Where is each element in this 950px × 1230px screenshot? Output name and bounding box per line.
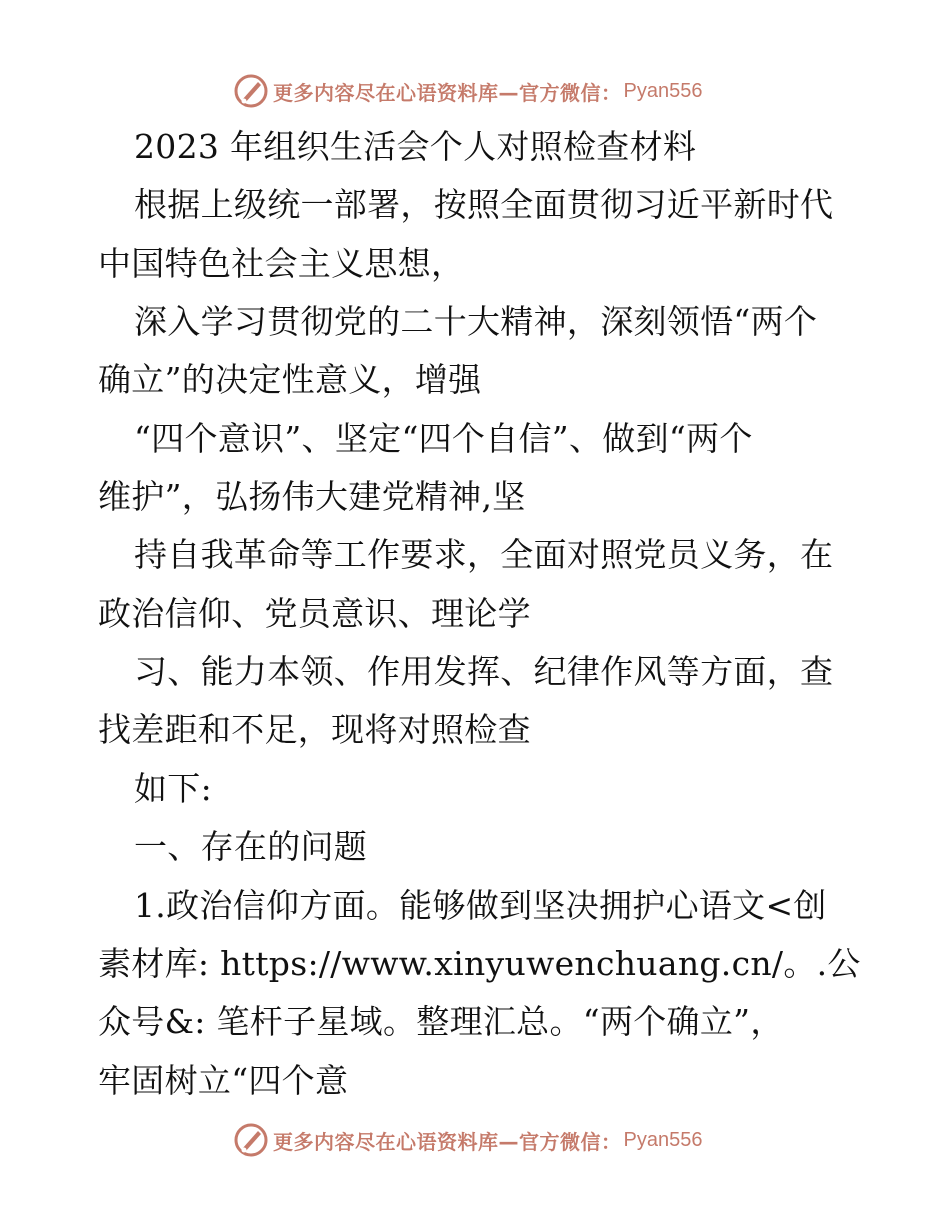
header-watermark bbox=[233, 73, 702, 109]
paragraph-line: 找差距和不足，现将对照检查 bbox=[98, 710, 531, 749]
document-title: 2023 年组织生活会个人对照检查材料 bbox=[134, 127, 697, 166]
section-heading: 一、存在的问题 bbox=[134, 827, 368, 866]
paragraph-line: 维护”，弘扬伟大建党精神,坚 bbox=[98, 477, 526, 516]
paragraph-line: 如下: bbox=[134, 769, 213, 808]
watermark-wechat-id: Pyan556 bbox=[623, 1128, 703, 1151]
footer-watermark bbox=[233, 1122, 702, 1158]
paragraph-line: 牢固树立“四个意 bbox=[98, 1061, 349, 1100]
paragraph-line: 中国特色社会主义思想， bbox=[98, 244, 465, 283]
watermark-wechat-id: Pyan556 bbox=[623, 79, 703, 102]
paragraph-line: 习、能力本领、作用发挥、纪律作风等方面，查 bbox=[134, 652, 834, 691]
paragraph-line: 1.政治信仰方面。能够做到坚决拥护心语文<创 bbox=[134, 886, 827, 925]
paragraph-line: 根据上级统一部署，按照全面贯彻习近平新时代 bbox=[134, 185, 834, 224]
paragraph-line: 政治信仰、党员意识、理论学 bbox=[98, 594, 531, 633]
pen-logo-icon bbox=[233, 1122, 269, 1158]
paragraph-line: 众号&: 笔杆子星域。整理汇总。“两个确立”， bbox=[98, 1002, 784, 1041]
paragraph-line: 确立”的决定性意义，增强 bbox=[98, 360, 482, 399]
paragraph-line: 素材库: https://www.xinyuwenchuang.cn/。.公 bbox=[98, 944, 861, 983]
paragraph-line: 深入学习贯彻党的二十大精神，深刻领悟“两个 bbox=[134, 302, 818, 341]
paragraph-line: 持自我革命等工作要求，全面对照党员义务，在 bbox=[134, 535, 834, 574]
pen-logo-icon bbox=[233, 73, 269, 109]
watermark-text: 更多内容尽在心语资料库—官方微信： bbox=[273, 1129, 622, 1154]
paragraph-line: “四个意识”、坚定“四个自信”、做到“两个 bbox=[134, 419, 753, 458]
watermark-text: 更多内容尽在心语资料库—官方微信： bbox=[273, 80, 622, 105]
